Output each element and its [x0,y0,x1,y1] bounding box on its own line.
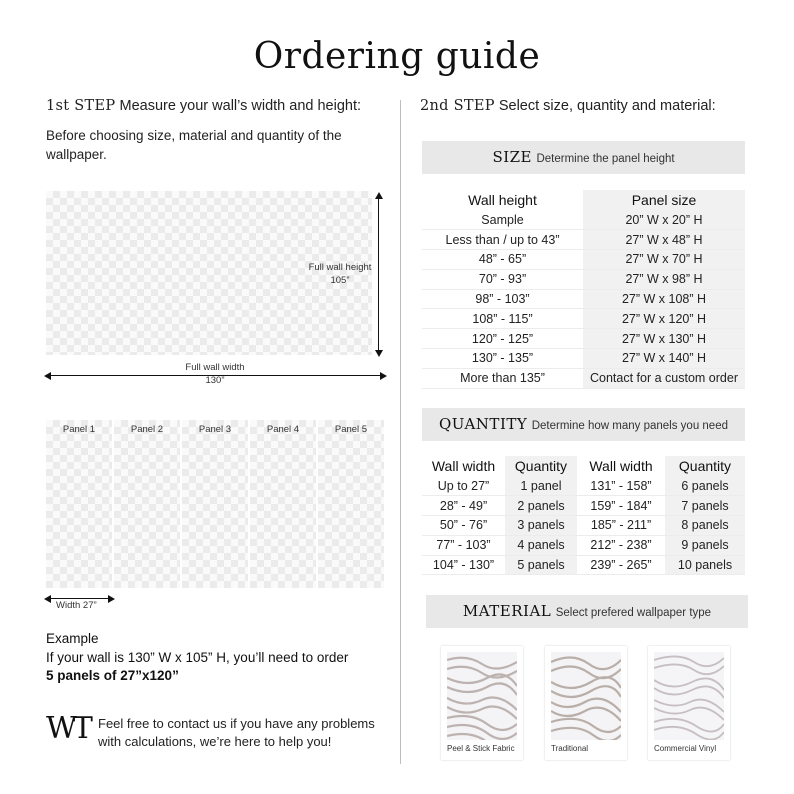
panel-width-line [48,598,110,599]
example-line: If your wall is 130” W x 105” H, you’ll need to order [46,649,349,665]
step2-text: Select size, quantity and material: [498,98,716,114]
table-cell: 27” W x 120” H [583,309,745,329]
table-cell: 48” - 65” [422,250,583,270]
table-cell: 131” - 158” [577,476,665,496]
table-cell: 27” W x 98” H [583,269,745,289]
wall-height-text: Full wall height [308,262,372,273]
wall-height-label [296,261,384,287]
table-cell: 10 panels [665,555,745,575]
table-cell: 159” - 184” [577,496,665,516]
example-result: 5 panels of 27”x120” [46,668,179,683]
column-header: Wall width [431,458,496,474]
table-cell: More than 135” [422,368,583,388]
material-subtitle: Select prefered wallpaper type [555,607,712,619]
panel-1 [46,420,112,588]
table-row [422,210,745,230]
size-title: SIZE [492,148,533,166]
table-cell: 239” - 265” [577,555,665,575]
table-row [422,309,745,329]
material-label: Commercial Vinyl [654,744,717,753]
wall-width-text: Full wall width [185,362,245,373]
panel-label: Panel 1 [62,424,96,435]
table-cell: Up to 27” [422,476,505,496]
table-cell: 70” - 93” [422,269,583,289]
table-cell: 20” W x 20” H [583,210,745,230]
table-header-row [422,456,745,476]
step1-text: Measure your wall’s width and height: [119,98,362,114]
column-header: Wall height [468,192,537,208]
wall-width-value: 130” [205,375,225,386]
step1-intro: Before choosing size, material and quantity of the wallpaper. [46,128,342,162]
column-header: Wall width [589,458,653,474]
column-header: Quantity [505,456,577,476]
material-peel-stick-fabric[interactable] [441,646,523,760]
table-cell: 8 panels [665,516,745,536]
arrow-left-icon [44,595,51,603]
panel-5 [318,420,384,588]
step2-number: 2nd STEP [420,98,495,114]
contact-note: Feel free to contact us if you have any problems with calculations, we’re here to help you! [98,716,375,749]
table-row [422,368,745,388]
table-cell: 212” - 238” [577,535,665,555]
table-cell: 9 panels [665,535,745,555]
table-row [422,269,745,289]
arrow-right-icon [108,595,115,603]
panels-diagram [46,420,386,588]
table-cell: 4 panels [505,535,577,555]
table-cell: 6 panels [665,476,745,496]
panel-width-label: Width 27” [56,600,97,611]
step2-heading [420,98,716,114]
size-band [422,141,745,174]
table-cell: 120” - 125” [422,329,583,349]
wave-pattern-swatch [654,652,724,740]
table-cell: 130” - 135” [422,349,583,369]
quantity-subtitle: Determine how many panels you need [531,420,728,432]
table-cell: Contact for a custom order [583,368,745,388]
table-cell: 108” - 115” [422,309,583,329]
table-cell: 27” W x 108” H [583,289,745,309]
page-title: Ordering guide [253,36,541,77]
table-cell: 98” - 103” [422,289,583,309]
table-cell: 3 panels [505,516,577,536]
table-cell: 7 panels [665,496,745,516]
quantity-table [422,456,745,575]
quantity-band [422,408,745,441]
panel-label: Panel 3 [198,424,232,435]
column-header: Panel size [583,190,745,210]
table-row [422,349,745,369]
arrow-left-icon [44,372,51,380]
table-cell: 50” - 76” [422,516,505,536]
quantity-title: QUANTITY [439,415,528,433]
wave-pattern-swatch [551,652,621,740]
table-cell: Sample [422,210,583,230]
panel-label: Panel 5 [334,424,368,435]
table-row [422,329,745,349]
table-row [422,230,745,250]
material-label: Traditional [551,744,589,753]
table-cell: 27” W x 70” H [583,250,745,270]
table-row [422,476,745,496]
arrow-down-icon [375,350,383,357]
material-traditional[interactable] [545,646,627,760]
table-cell: 1 panel [505,476,577,496]
example-block [46,630,396,686]
table-cell: 5 panels [505,555,577,575]
panel-label: Panel 2 [130,424,164,435]
size-subtitle: Determine the panel height [536,153,675,165]
material-label: Peel & Stick Fabric [447,744,515,753]
column-divider [400,100,401,764]
panel-label: Panel 4 [266,424,300,435]
brand-logo: WT [46,711,89,746]
table-row [422,535,745,555]
table-row [422,516,745,536]
wall-height-value: 105” [330,275,350,286]
table-row [422,496,745,516]
table-cell: 27” W x 130” H [583,329,745,349]
column-header: Quantity [665,456,745,476]
arrow-up-icon [375,192,383,199]
panel-2 [114,420,180,588]
size-table [422,190,745,389]
wave-pattern-swatch [447,652,517,740]
material-band [426,595,748,628]
step1-heading [46,98,361,114]
table-cell: 28” - 49” [422,496,505,516]
panel-4 [250,420,316,588]
table-cell: 27” W x 140” H [583,349,745,369]
table-cell: 77” - 103” [422,535,505,555]
material-commercial-vinyl[interactable] [648,646,730,760]
wall-width-label [150,361,280,387]
table-cell: 2 panels [505,496,577,516]
table-cell: Less than / up to 43” [422,230,583,250]
material-title: MATERIAL [462,602,552,620]
table-row [422,250,745,270]
table-row [422,555,745,575]
table-cell: 185” - 211” [577,516,665,536]
arrow-right-icon [380,372,387,380]
example-title: Example [46,631,99,646]
panel-3 [182,420,248,588]
table-cell: 104” - 130” [422,555,505,575]
table-header-row [422,190,745,210]
table-row [422,289,745,309]
step1-number: 1st STEP [46,98,116,114]
table-cell: 27” W x 48” H [583,230,745,250]
